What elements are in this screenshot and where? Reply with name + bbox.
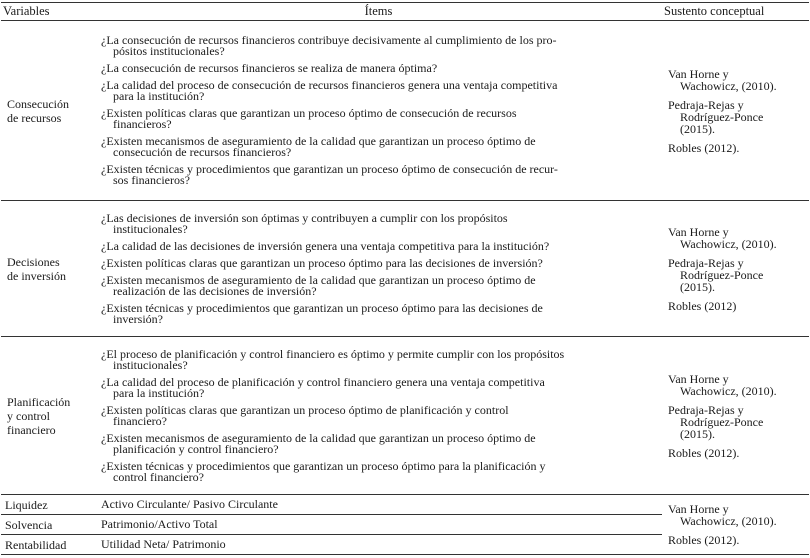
items-cell — [95, 21, 662, 201]
item: ¿El proceso de planificación y control financiero es óptimo y permite cumplir con los propósitos institucionales? — [101, 346, 565, 372]
item: ¿Existen técnicas y procedimientos que garantizan un proceso óptimo para la planificación y control financiero? — [101, 458, 546, 484]
group-row-planificacion — [1, 337, 809, 495]
reference: Robles (2012). — [668, 140, 740, 155]
reference: Robles (2012). — [668, 533, 740, 547]
items-cell — [95, 201, 662, 337]
variable-cell: Consecución de recursos — [7, 96, 69, 125]
item: ¿Existen mecanismos de aseguramiento de la calidad que garantizan un proceso óptimo de realización de las decisiones de inversión? — [101, 272, 536, 298]
reference: Robles (2012) — [668, 298, 737, 313]
sustento-cell — [662, 337, 809, 495]
item: ¿Existen políticas claras que garantizan un proceso óptimo de consecución de recursos financieros? — [101, 106, 517, 131]
variable-cell: Decisiones de inversión — [1, 201, 95, 337]
variable-cell: Rentabilidad — [1, 535, 95, 555]
reference: Pedraja-Rejas y Rodríguez-Ponce (2015). — [668, 97, 764, 136]
reference: Robles (2012). — [668, 445, 740, 460]
item: ¿La calidad del proceso de consecución de recursos financieros genera una ventaja competitiva para la institución? — [101, 78, 558, 103]
items-cell: Activo Circulante/ Pasivo Circulante — [95, 495, 662, 515]
item: ¿Existen técnicas y procedimientos que garantizan un proceso óptimo para las decisiones de inversión? — [101, 300, 543, 326]
header-items: Ítems — [95, 3, 662, 21]
variable-cell: Planificación y control financiero — [1, 337, 95, 495]
reference: Van Horne y Wachowicz, (2010). — [668, 66, 777, 93]
item: ¿Existen mecanismos de aseguramiento de la calidad que garantizan un proceso óptimo de consecución de recursos financieros? — [101, 134, 536, 159]
items-cell: Utilidad Neta/ Patrimonio — [95, 535, 662, 555]
items-cell — [95, 337, 662, 495]
sustento-cell — [662, 495, 809, 555]
item: ¿La consecución de recursos financieros contribuye decisivamente al cumplimiento de los pro- pósitos institucionales? — [101, 33, 557, 58]
item: ¿La consecución de recursos financieros se realiza de manera óptima? — [101, 61, 438, 75]
reference: Pedraja-Rejas y Rodríguez-Ponce (2015). — [668, 402, 764, 441]
group-row-consecucion — [1, 21, 809, 201]
variables-table — [1, 2, 809, 555]
item: ¿La calidad de las decisiones de inversión genera una ventaja competitiva para la institución? — [101, 238, 550, 253]
items-cell: Patrimonio/Activo Total — [95, 515, 662, 535]
reference: Van Horne y Wachowicz, (2010). — [668, 371, 777, 398]
sustento-cell — [662, 21, 809, 201]
header-sustento: Sustento conceptual — [662, 3, 809, 21]
item: ¿Existen políticas claras que garantizan un proceso óptimo de planificación y control financiero? — [101, 402, 509, 428]
reference: Van Horne y Wachowicz, (2010). — [668, 502, 777, 528]
header-row — [1, 3, 809, 21]
variable-cell: Solvencia — [1, 515, 95, 535]
ratio-row-liquidez — [1, 495, 809, 515]
item: ¿Existen políticas claras que garantizan un proceso óptimo para las decisiones de inversión? — [101, 255, 543, 270]
group-row-decisiones — [1, 201, 809, 337]
item: ¿Existen mecanismos de aseguramiento de la calidad que garantizan un proceso óptimo de planificación y control financiero? — [101, 430, 536, 456]
reference: Pedraja-Rejas y Rodríguez-Ponce (2015). — [668, 255, 764, 294]
reference: Van Horne y Wachowicz, (2010). — [668, 224, 777, 251]
variable-cell: Liquidez — [1, 495, 95, 515]
item: ¿La calidad del proceso de planificación y control financiero genera una ventaja competitiva para la institución? — [101, 374, 545, 400]
sustento-cell — [662, 201, 809, 337]
item: ¿Existen técnicas y procedimientos que garantizan un proceso óptimo de consecución de recur- sos financieros? — [101, 162, 558, 187]
item: ¿Las decisiones de inversión son óptimas y contribuyen a cumplir con los propósitos institucionales? — [101, 210, 508, 236]
header-variables: Variables — [1, 3, 95, 21]
